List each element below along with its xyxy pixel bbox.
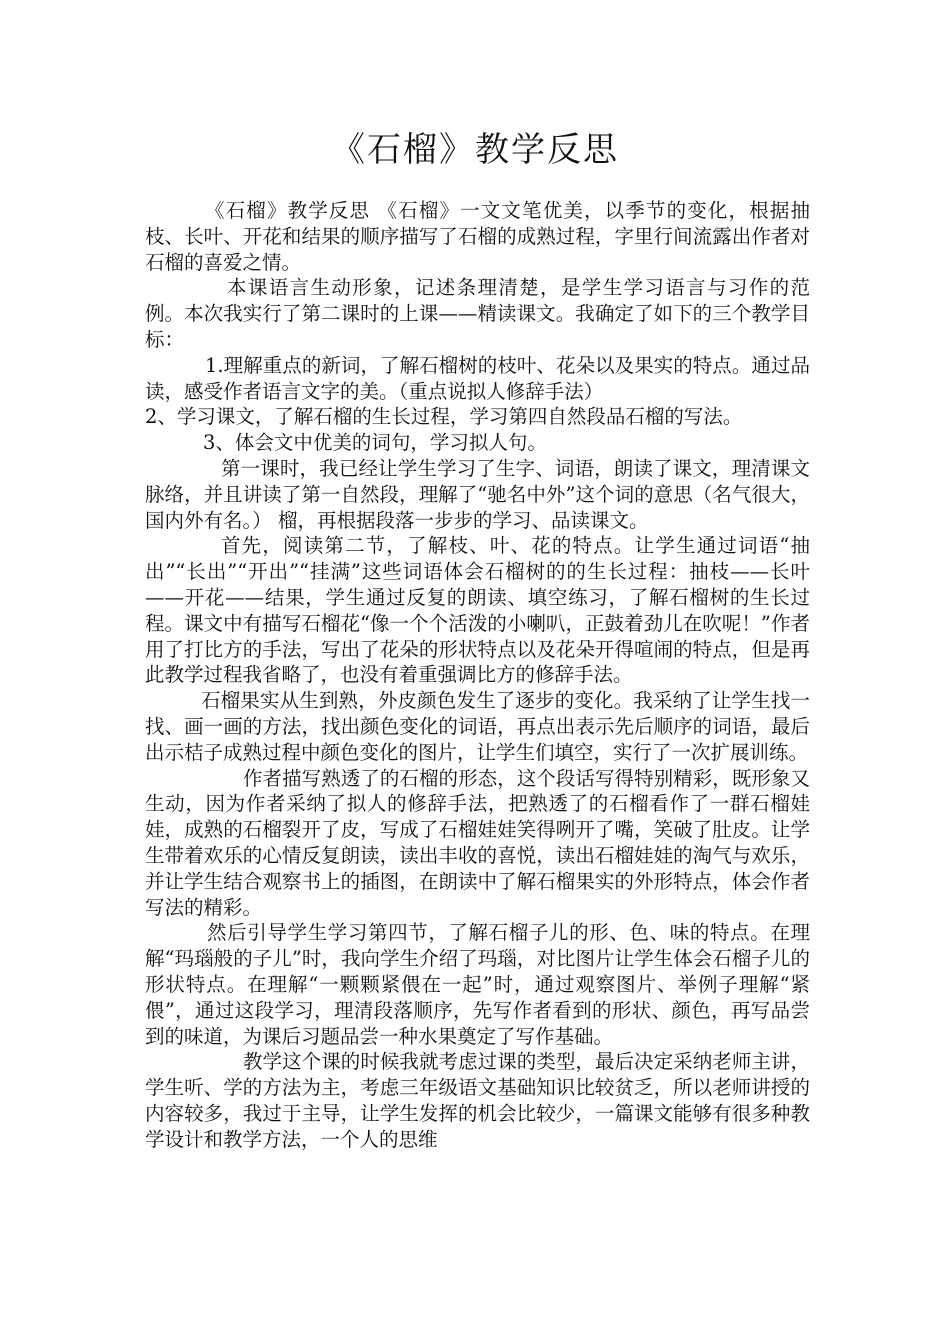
paragraph-overview: 本课语言生动形象，记述条理清楚，是学生学习语言与习作的范例。本次我实行了第二课时的上课——精读课文。我确定了如下的三个教学目标： [145, 276, 810, 351]
paragraph-goal-1: 1.理解重点的新词，了解石榴树的枝叶、花朵以及果实的特点。通过品读，感受作者语言文字的美。（重点说拟人修辞手法） [145, 353, 810, 403]
paragraph-reflection: 教学这个课的时候我就考虑过课的类型，最后决定采纳老师主讲，学生听、学的方法为主，考虑三年级语文基础知识比较贫乏，所以老师讲授的内容较多，我过于主导，让学生发挥的机会比较少，一篇课文能够有很多种教学设计和教学方法，一个人的思维 [145, 1050, 810, 1151]
paragraph-fruit-color: 石榴果实从生到熟，外皮颜色发生了逐步的变化。我采纳了让学生找一找、画一画的方法，找出颜色变化的词语，再点出表示先后顺序的词语，最后出示桔子成熟过程中颜色变化的图片，让学生们填空，实行了一次扩展训练。 [145, 689, 810, 764]
paragraph-first-lesson: 第一课时，我已经让学生学习了生字、词语，朗读了课文，理清课文脉络，并且讲读了第一自然段，理解了“驰名中外”这个词的意思（名气很大，国内外有名。） 榴，再根据段落一步步的学习、品读课文。 [145, 456, 810, 532]
paragraph-goal-2: 2、学习课文，了解石榴的生长过程，学习第四自然段品石榴的写法。 [145, 405, 743, 429]
document-title: 《石榴》教学反思 [331, 130, 619, 170]
paragraph-section-two: 首先，阅读第二节，了解枝、叶、花的特点。让学生通过词语“抽出”“长出”“开出”“挂满”这些词语体会石榴树的的生长过程：抽枝——长叶——开花——结果，学生通过反复的朗读、填空练习，了解石榴树的生长过程。课文中有描写石榴花“像一个个活泼的小喇叭，正鼓着劲儿在吹呢！”作者用了打比方的手法，写出了花朵的形状特点以及花朵开得喧闹的特点，但是再此教学过程我省略了，也没有着重强调比方的修辞手法。 [145, 534, 810, 687]
paragraph-section-four: 然后引导学生学习第四节，了解石榴子儿的形、色、味的特点。在理解“玛瑙般的子儿”时，我向学生介绍了玛瑙，对比图片让学生体会石榴子儿的形状特点。在理解“一颗颗紧偎在一起”时，通过观察图片、举例子理解“紧偎”，通过这段学习，理清段落顺序，先写作者看到的形状、颜色，再写品尝到的味道，为课后习题品尝一种水果奠定了写作基础。 [145, 921, 810, 1048]
paragraph-ripe-form: 作者描写熟透了的石榴的形态，这个段话写得特别精彩，既形象又生动，因为作者采纳了拟人的修辞手法，把熟透了的石榴看作了一群石榴娃娃，成熟的石榴裂开了皮，写成了石榴娃娃笑得咧开了嘴，笑破了肚皮。让学生带着欢乐的心情反复朗读，读出丰收的喜悦，读出石榴娃娃的淘气与欢乐，并让学生结合观察书上的插图，在朗读中了解石榴果实的外形特点，体会作者写法的精彩。 [145, 766, 810, 919]
paragraph-goal-3: 3、体会文中优美的词句，学习拟人句。 [203, 431, 547, 455]
paragraph-intro: 《石榴》教学反思 《石榴》一文文笔优美，以季节的变化，根据抽枝、长叶、开花和结果的顺序描写了石榴的成熟过程，字里行间流露出作者对石榴的喜爱之情。 [145, 199, 810, 274]
document-body [145, 198, 810, 1152]
